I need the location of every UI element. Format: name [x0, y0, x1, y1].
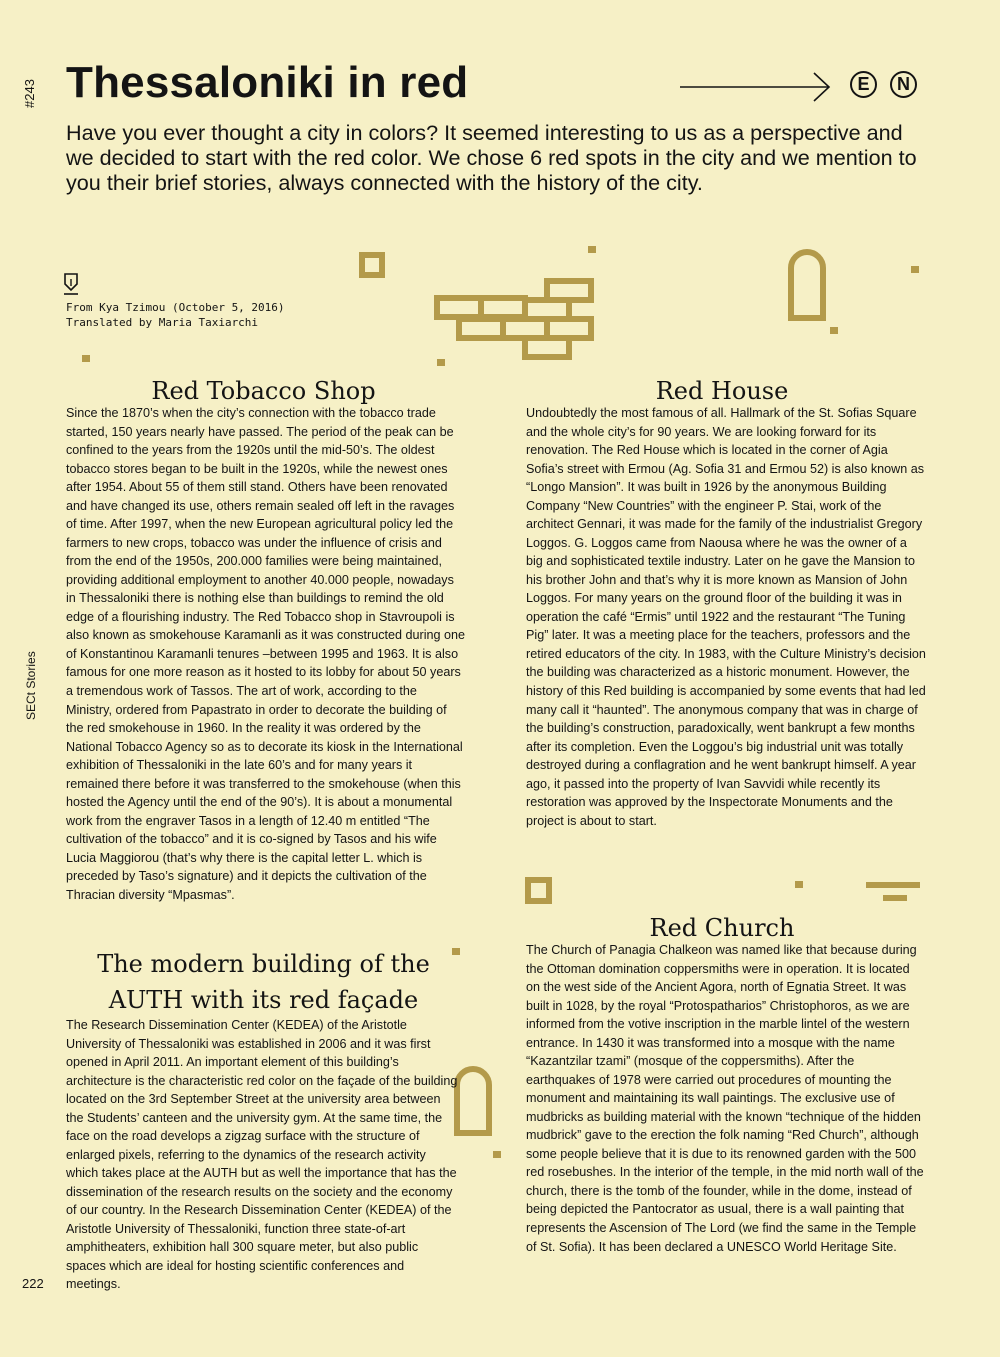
decor-dot [830, 327, 838, 334]
pen-nib-icon [63, 272, 79, 296]
decor-brick [525, 338, 569, 357]
decor-arch-top [791, 252, 823, 318]
decor-bar [883, 895, 907, 901]
section-heading: The modern building of the AUTH with its red façade [97, 950, 430, 1014]
decor-brick [503, 319, 547, 338]
decor-brick [547, 281, 591, 300]
decor-bar [866, 882, 920, 888]
decor-dot [795, 881, 803, 888]
decor-dot [911, 266, 919, 273]
section-body: The Research Dissemination Center (KEDEA) of the Aristotle University of Thessaloniki was established in 2006 and it was first opened in April 2011. An important element of this building’s architecture is the characteristic red color on the façade of the building located on the 3rd September Street at the university area between the Students’ canteen and the university gym. At the same time, the face on the road develops a zigzag surface with the structure of enlarged pixels, referring to the dynamics of the research activity which takes place at the AUTH but as well the importance that has the dissemination of the research results on the society and the economy of our country. In the Research Dissemination Center (KEDEA) of the Aristotle University of Thessaloniki, function three state-of-art amphitheaters, exhibition hall 300 square meter, but also public spaces which are ideal for hosting scientific conferences and meetings. [66, 1018, 458, 1292]
decor-square-mid [528, 880, 549, 901]
section-heading: Red House [655, 377, 789, 405]
byline-translator: Translated by Maria Taxiarchi [66, 315, 259, 329]
decor-brick [481, 298, 525, 317]
section-body: Undoubtedly the most famous of all. Hallmark of the St. Sofias Square and the whole city’s for 90 years. We are looking forward for its renovation. The Red House which is located in the corner of Agia Sofia’s street with Ermou (Ag. Sofia 31 and Ermou 52) is also known as “Longo Mansion”. It was built in 1926 by the anonymous Building Company “New Countries” with the engineer P. Stai, work of the architect Gennari, it was made for the family of the industrialist Gregory Loggos. G. Loggos came from Naousa where he was the owner of a big and sophisticated textile industry. Later on he gave the Mansion to his brother John and that’s why it is more known as Mansion of John Loggos. For many years on the ground floor of the building it was in operation the café “Ermis” until 1922 and the restaurant “The Tuning Pig” later. It was a meeting place for the teachers, professors and the retired educators of the city. In 1983, with the Culture Ministry’s decision the building was characterized as a historic monument. However, the history of this Red building is accompanied by some events that had led many call it “haunted”. The anonymous company that was in charge of the building’s construction, paradoxically, went bankrupt a few months after its completion. Even the Loggou’s big industrial unit was totally destroyed during a conflagration and he went bankrupt himself. A year ago, it passed into the property of Ivan Savvidi while recently its restoration was approved by the Inspectorate Monuments and the project is about to start. [526, 406, 926, 828]
decor-brick [459, 319, 503, 338]
intro-paragraph: Have you ever thought a city in colors? It seemed interesting to us as a perspective and we decided to start with the red color. We chose 6 red spots in the city and we mention to you their brief stories, always connected with the history of the city. [66, 120, 917, 195]
decor-brick [547, 319, 591, 338]
decor-dot [82, 355, 90, 362]
section-heading: Red Church [649, 914, 795, 942]
language-badge-e[interactable]: E [850, 71, 877, 98]
issue-number: #243 [22, 79, 37, 108]
page-title: Thessaloniki in red [66, 58, 469, 107]
decor-brick [525, 300, 569, 319]
decor-dot [437, 359, 445, 366]
section-body: The Church of Panagia Chalkeon was named like that because during the Ottoman domination coppersmiths were in operation. It is located on the west side of the Ancient Agora, north of Egnatia Street. It was built in 1028, by the royal “Protospatharios” Christophoros, as we are informed from the votive inscription in the marble lintel of the western entrance. In 1430 it was transformed into a mosque with the name “Kazantzilar tzami” (mosque of the coppersmiths). After the earthquakes of 1978 were carried out procedures of mounting the monument and maintaining its wall paintings. The exclusive use of mudbricks as building material with the known “technique of the hidden mudbrick” gave to the erection the folk naming “Red Church”, although some people believe that it is due to its renowned garden with the 500 red rosebushes. In the interior of the temple, in the mid north wall of the church, there is the tomb of the founder, while in the dome, instead of being depicted the Pantocrator as usual, there is a wall painting that represents the Ascension of The Lord (we find the same in the Temple of St. Sofia). It has been declared a UNESCO World Heritage Site. [526, 943, 924, 1254]
byline [66, 301, 285, 330]
byline-author: From Kya Tzimou (October 5, 2016) [66, 301, 285, 314]
side-section-label: SECt Stories [24, 651, 38, 720]
page-number: 222 [22, 1276, 44, 1291]
decor-brick [437, 298, 481, 317]
decor-dot [493, 1151, 501, 1158]
section-body: Since the 1870’s when the city’s connection with the tobacco trade started, 150 years nearly have passed. The period of the peak can be confined to the years from the 1920s until the mid-50’s. The oldest tobacco stores began to be built in the 1920s, while the newest ones after 1954. About 55 of them still stand. Others have been renovated and have changed its use, others remain sealed off left in the ravages of time. After 1997, when the new European agricultural policy led the farmers to new crops, tobacco was under the influence of crisis and from the end of the 1950s, 200.000 families were being maintained, providing additional employment to another 40.000 people, nowadays in Thessaloniki there is nothing else than buildings to remind the old edge of a flourishing industry. The Red Tobacco shop in Stavroupoli is also known as smokehouse Karamanli as it was constructed during one of Konstantinou Karamanli tenures –between 1995 and 1963. It is also famous for one more reason as it hosted to its lobby for about 50 years a tremendous work of Tassos. The art of work, according to the Ministry, ordered from Papastrato in order to decorate the building of the red smokehouse in 1960. In the reality it was ordered by the National Tobacco Agency so as to decorate its kiosk in the International exhibition of Thessaloniki in the late 60’s and for many years it remained there before it was transferred to the smokehouse (when this hosted the Agency until the end of the 90’s). It is about a monumental work from the engraver Tasos in a length of 12.40 m entitled “The cultivation of the tobacco” and it is co-signed by Tasos and his wife Lucia Maggiorou (that’s why there is the capital letter L. which is preceded by Taso’s signature) and it depicts the cultivation of the Thracian diversity “Mpasmas”. [66, 406, 466, 902]
decor-arch-bottom [457, 1069, 489, 1133]
section-heading: Red Tobacco Shop [151, 377, 376, 405]
decor-square-top [362, 255, 382, 275]
decor-dot [588, 246, 596, 253]
language-badge-n[interactable]: N [890, 71, 917, 98]
arrow-right-icon [678, 70, 834, 104]
